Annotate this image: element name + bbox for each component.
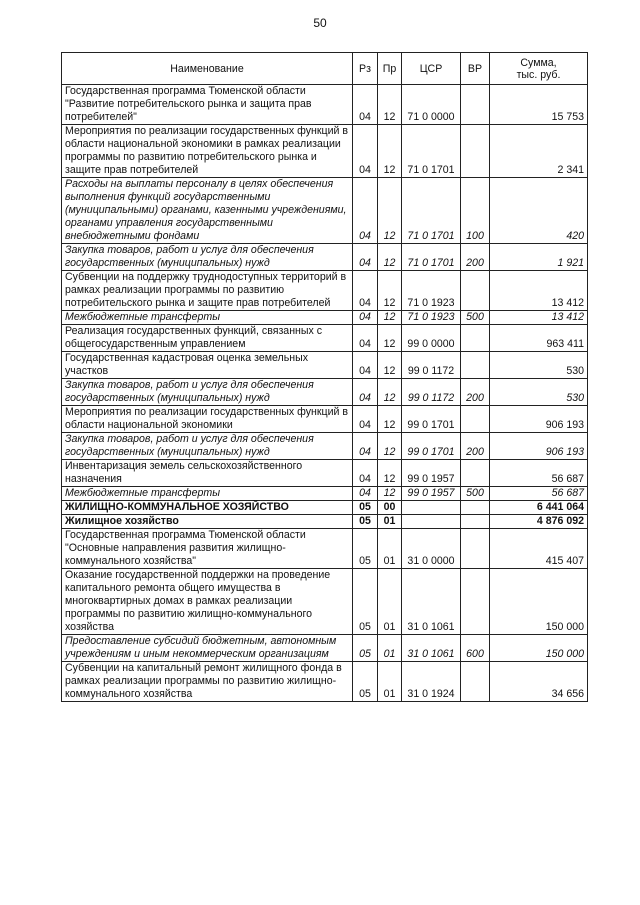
cell-sum: 530 [490, 352, 588, 379]
cell-rz: 05 [353, 662, 378, 702]
cell-vr [461, 352, 490, 379]
cell-pr: 12 [378, 125, 402, 178]
cell-name: Закупка товаров, работ и услуг для обеспечения государственных (муниципальных) нужд [62, 244, 353, 271]
table-row [62, 662, 588, 702]
cell-rz: 04 [353, 125, 378, 178]
table-row [62, 379, 588, 406]
table-body [62, 85, 588, 702]
cell-csr: 31 0 1924 [402, 662, 461, 702]
table-row [62, 352, 588, 379]
cell-rz: 04 [353, 460, 378, 487]
cell-pr: 12 [378, 352, 402, 379]
cell-rz: 04 [353, 433, 378, 460]
cell-name: ЖИЛИЩНО-КОММУНАЛЬНОЕ ХОЗЯЙСТВО [62, 501, 353, 515]
header-name: Наименование [62, 53, 353, 85]
cell-vr [461, 501, 490, 515]
cell-csr: 71 0 1701 [402, 244, 461, 271]
cell-vr [461, 460, 490, 487]
cell-rz: 05 [353, 569, 378, 635]
cell-pr: 12 [378, 406, 402, 433]
cell-csr: 71 0 1701 [402, 178, 461, 244]
cell-sum: 906 193 [490, 406, 588, 433]
cell-pr: 12 [378, 271, 402, 311]
cell-csr [402, 515, 461, 529]
cell-vr: 500 [461, 311, 490, 325]
cell-sum: 56 687 [490, 487, 588, 501]
cell-pr: 12 [378, 460, 402, 487]
cell-csr: 31 0 1061 [402, 569, 461, 635]
cell-name: Субвенции на поддержку труднодоступных территорий в рамках реализации программы по развитию потребительского рынка и защите прав потребителей [62, 271, 353, 311]
cell-pr: 00 [378, 501, 402, 515]
cell-sum: 150 000 [490, 569, 588, 635]
cell-pr: 01 [378, 529, 402, 569]
cell-name: Мероприятия по реализации государственных функций в области национальной экономики [62, 406, 353, 433]
cell-pr: 01 [378, 569, 402, 635]
cell-csr: 31 0 0000 [402, 529, 461, 569]
table-row [62, 125, 588, 178]
cell-csr: 99 0 1701 [402, 406, 461, 433]
cell-csr: 71 0 1923 [402, 271, 461, 311]
cell-sum: 6 441 064 [490, 501, 588, 515]
cell-csr: 71 0 0000 [402, 85, 461, 125]
cell-vr [461, 325, 490, 352]
cell-name: Закупка товаров, работ и услуг для обеспечения государственных (муниципальных) нужд [62, 379, 353, 406]
cell-pr: 12 [378, 85, 402, 125]
cell-csr: 99 0 1701 [402, 433, 461, 460]
cell-vr: 100 [461, 178, 490, 244]
table-row [62, 271, 588, 311]
cell-vr: 500 [461, 487, 490, 501]
cell-csr: 71 0 1923 [402, 311, 461, 325]
cell-name: Реализация государственных функций, связанных с общегосударственным управлением [62, 325, 353, 352]
cell-rz: 04 [353, 325, 378, 352]
header-sum [490, 53, 588, 85]
cell-csr: 31 0 1061 [402, 635, 461, 662]
cell-pr: 01 [378, 635, 402, 662]
table-header-row [62, 53, 588, 85]
cell-sum: 150 000 [490, 635, 588, 662]
cell-sum: 13 412 [490, 271, 588, 311]
cell-name: Субвенции на капитальный ремонт жилищного фонда в рамках реализации программы по развитию жилищно-коммунального хозяйства [62, 662, 353, 702]
cell-name: Межбюджетные трансферты [62, 487, 353, 501]
header-csr: ЦСР [402, 53, 461, 85]
cell-csr: 99 0 1172 [402, 379, 461, 406]
cell-rz: 05 [353, 515, 378, 529]
header-vr: ВР [461, 53, 490, 85]
cell-name: Жилищное хозяйство [62, 515, 353, 529]
cell-sum: 906 193 [490, 433, 588, 460]
header-pr: Пр [378, 53, 402, 85]
cell-rz: 04 [353, 85, 378, 125]
table-row [62, 635, 588, 662]
cell-pr: 12 [378, 244, 402, 271]
cell-rz: 05 [353, 529, 378, 569]
cell-name: Закупка товаров, работ и услуг для обеспечения государственных (муниципальных) нужд [62, 433, 353, 460]
cell-csr [402, 501, 461, 515]
page-number: 50 [313, 16, 327, 30]
cell-name: Инвентаризация земель сельскохозяйственного назначения [62, 460, 353, 487]
table-row [62, 529, 588, 569]
cell-name: Межбюджетные трансферты [62, 311, 353, 325]
cell-name: Государственная программа Тюменской области "Развитие потребительского рынка и защита прав потребителей" [62, 85, 353, 125]
cell-vr [461, 515, 490, 529]
cell-sum: 420 [490, 178, 588, 244]
table-row [62, 406, 588, 433]
cell-rz: 04 [353, 244, 378, 271]
header-sum-line1: Сумма, [520, 56, 557, 69]
budget-table [61, 52, 588, 702]
table-row [62, 433, 588, 460]
cell-sum: 56 687 [490, 460, 588, 487]
cell-csr: 99 0 1957 [402, 460, 461, 487]
table-row [62, 325, 588, 352]
cell-pr: 12 [378, 487, 402, 501]
cell-sum: 415 407 [490, 529, 588, 569]
cell-sum: 15 753 [490, 85, 588, 125]
table-row [62, 569, 588, 635]
cell-csr: 99 0 0000 [402, 325, 461, 352]
cell-sum: 13 412 [490, 311, 588, 325]
cell-rz: 04 [353, 487, 378, 501]
cell-sum: 963 411 [490, 325, 588, 352]
cell-rz: 04 [353, 406, 378, 433]
cell-vr [461, 271, 490, 311]
cell-vr [461, 529, 490, 569]
cell-rz: 05 [353, 501, 378, 515]
header-rz: Рз [353, 53, 378, 85]
cell-vr: 600 [461, 635, 490, 662]
cell-pr: 12 [378, 379, 402, 406]
cell-rz: 04 [353, 352, 378, 379]
cell-vr [461, 125, 490, 178]
cell-name: Расходы на выплаты персоналу в целях обеспечения выполнения функций государственными (муниципальными) органами, казенными учреждениями, органами управления государственными внебюджетными фондами [62, 178, 353, 244]
cell-pr: 01 [378, 515, 402, 529]
table-row [62, 501, 588, 515]
cell-pr: 01 [378, 662, 402, 702]
cell-csr: 99 0 1957 [402, 487, 461, 501]
cell-vr [461, 662, 490, 702]
cell-name: Государственная программа Тюменской области "Основные направления развития жилищно-коммунального хозяйства" [62, 529, 353, 569]
cell-rz: 04 [353, 379, 378, 406]
cell-name: Государственная кадастровая оценка земельных участков [62, 352, 353, 379]
cell-pr: 12 [378, 433, 402, 460]
cell-name: Оказание государственной поддержки на проведение капитального ремонта общего имущества в многоквартирных домах в рамках реализации программы по развитию жилищно-коммунального хозяйства [62, 569, 353, 635]
cell-vr [461, 85, 490, 125]
cell-rz: 04 [353, 311, 378, 325]
cell-vr [461, 569, 490, 635]
cell-sum: 530 [490, 379, 588, 406]
cell-csr: 71 0 1701 [402, 125, 461, 178]
cell-sum: 2 341 [490, 125, 588, 178]
cell-pr: 12 [378, 178, 402, 244]
table-row [62, 311, 588, 325]
cell-csr: 99 0 1172 [402, 352, 461, 379]
cell-rz: 04 [353, 178, 378, 244]
table-row [62, 515, 588, 529]
cell-vr: 200 [461, 433, 490, 460]
cell-sum: 1 921 [490, 244, 588, 271]
cell-vr [461, 406, 490, 433]
table-row [62, 487, 588, 501]
cell-vr: 200 [461, 379, 490, 406]
cell-vr: 200 [461, 244, 490, 271]
table-row [62, 178, 588, 244]
table-row [62, 460, 588, 487]
cell-name: Мероприятия по реализации государственных функций в области национальной экономики в рамках реализации программы по развитию потребительского рынка и защите прав потребителей [62, 125, 353, 178]
cell-pr: 12 [378, 325, 402, 352]
cell-rz: 04 [353, 271, 378, 311]
table-row [62, 85, 588, 125]
cell-pr: 12 [378, 311, 402, 325]
cell-sum: 34 656 [490, 662, 588, 702]
header-sum-line2: тыс. руб. [516, 68, 561, 81]
cell-rz: 05 [353, 635, 378, 662]
cell-name: Предоставление субсидий бюджетным, автономным учреждениям и иным некоммерческим организациям [62, 635, 353, 662]
table-row [62, 244, 588, 271]
cell-sum: 4 876 092 [490, 515, 588, 529]
